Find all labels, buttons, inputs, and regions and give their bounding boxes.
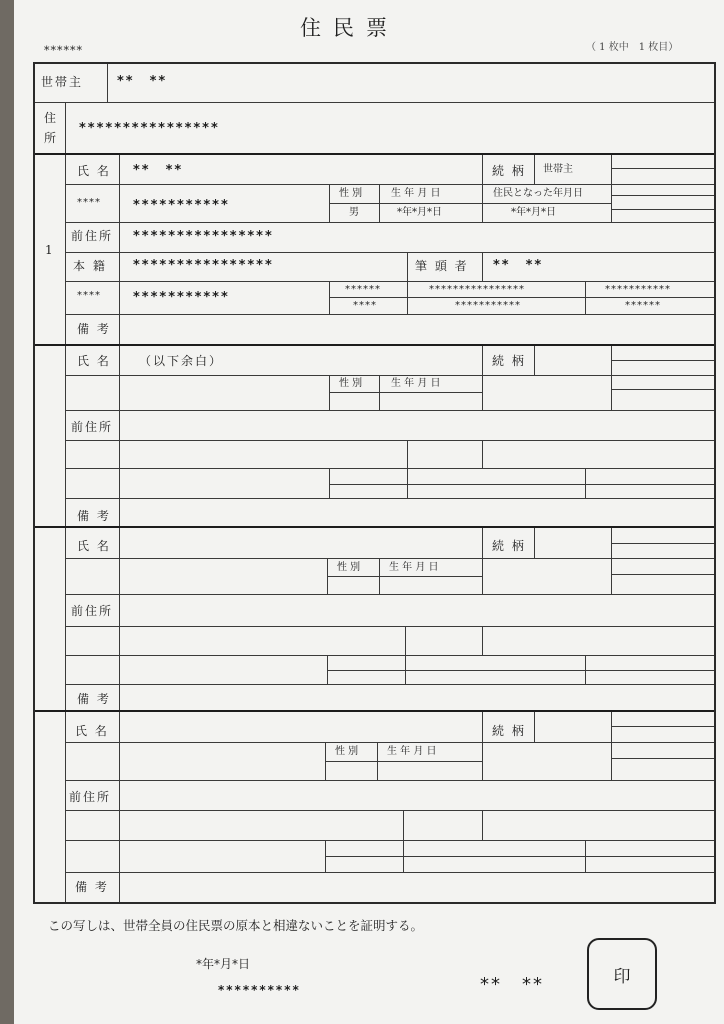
entry4-prev-address-label: 前住所 (69, 790, 112, 804)
entry1-field-d: *********** (455, 300, 521, 311)
document-page (14, 0, 724, 1024)
page-info: （ 1 枚中 1 枚目） (586, 42, 679, 53)
entry1-domicile-label: 本 籍 (73, 259, 107, 273)
entry1-name-value: ** ** (133, 163, 184, 178)
entry2-prev-address-label: 前住所 (71, 420, 114, 434)
entry2-relation-label: 続 柄 (492, 354, 526, 368)
entry1-relation-value: 世帯主 (543, 164, 573, 175)
issuer-name: ** ** (480, 974, 544, 995)
entry3-name-label: 氏 名 (77, 539, 111, 553)
entry1-field-a: ****** (345, 284, 381, 295)
household-head-label: 世帯主 (41, 75, 84, 89)
seal-label: 印 (613, 966, 631, 987)
entry3-prev-address-label: 前住所 (71, 604, 114, 618)
entry1-domicile-value: **************** (133, 258, 274, 273)
entry1-sex-value: 男 (349, 207, 359, 218)
official-seal (587, 938, 657, 1010)
entry1-name-label: 氏 名 (77, 164, 111, 178)
entry1-field-c: **************** (429, 284, 525, 295)
entry1-birth-value: *年*月*日 (397, 207, 442, 218)
entry2-blank-note: （以下余白） (139, 354, 224, 368)
entry1-birth-label: 生 年 月 日 (391, 188, 441, 199)
entry4-relation-label: 続 柄 (492, 724, 526, 738)
entry1-relation-label: 続 柄 (492, 164, 526, 178)
entry1-hidden-value: *********** (133, 198, 230, 213)
entry1-resident-since-label: 住民となった年月日 (493, 188, 583, 199)
entry3-sex-label: 性 別 (337, 562, 361, 573)
resident-form-table (33, 62, 716, 904)
issuer-office: ********** (218, 983, 301, 997)
entry1-head-of-registry-label: 筆 頭 者 (415, 259, 469, 273)
entry3-remarks-label: 備 考 (77, 692, 111, 706)
entry2-name-label: 氏 名 (77, 354, 111, 368)
issue-date: *年*月*日 (196, 957, 251, 971)
entry1-prev-address-value: **************** (133, 229, 274, 244)
entry1-head-of-registry-value: ** ** (493, 258, 544, 273)
entry4-sex-label: 性 別 (335, 746, 359, 757)
entry1-sex-label: 性 別 (339, 188, 363, 199)
entry1-field-f: ****** (625, 300, 661, 311)
entry1-remarks-label: 備 考 (77, 322, 111, 336)
entry3-birth-label: 生 年 月 日 (389, 562, 439, 573)
entry1-hidden2-label: **** (77, 290, 101, 301)
address-label: 住所 (44, 111, 59, 145)
entry4-birth-label: 生 年 月 日 (387, 746, 437, 757)
entry1-prev-address-label: 前住所 (71, 229, 114, 243)
entry-number: 1 (45, 243, 55, 257)
entry2-remarks-label: 備 考 (77, 509, 111, 523)
entry4-name-label: 氏 名 (75, 724, 109, 738)
entry3-relation-label: 続 柄 (492, 539, 526, 553)
document-title: 住民票 (300, 16, 399, 40)
entry2-birth-label: 生 年 月 日 (391, 378, 441, 389)
entry1-hidden2-value: *********** (133, 290, 230, 305)
entry2-sex-label: 性 別 (339, 378, 363, 389)
entry1-field-e: *********** (605, 284, 671, 295)
entry1-field-b: **** (353, 300, 377, 311)
entry1-hidden-label: **** (77, 197, 101, 208)
entry4-remarks-label: 備 考 (75, 880, 109, 894)
address-value: **************** (79, 121, 220, 136)
reference-number: ****** (44, 44, 83, 57)
household-head-value: ** ** (117, 74, 168, 89)
entry1-resident-since-value: *年*月*日 (511, 207, 556, 218)
certification-statement: この写しは、世帯全員の住民票の原本と相違ないことを証明する。 (48, 918, 424, 933)
